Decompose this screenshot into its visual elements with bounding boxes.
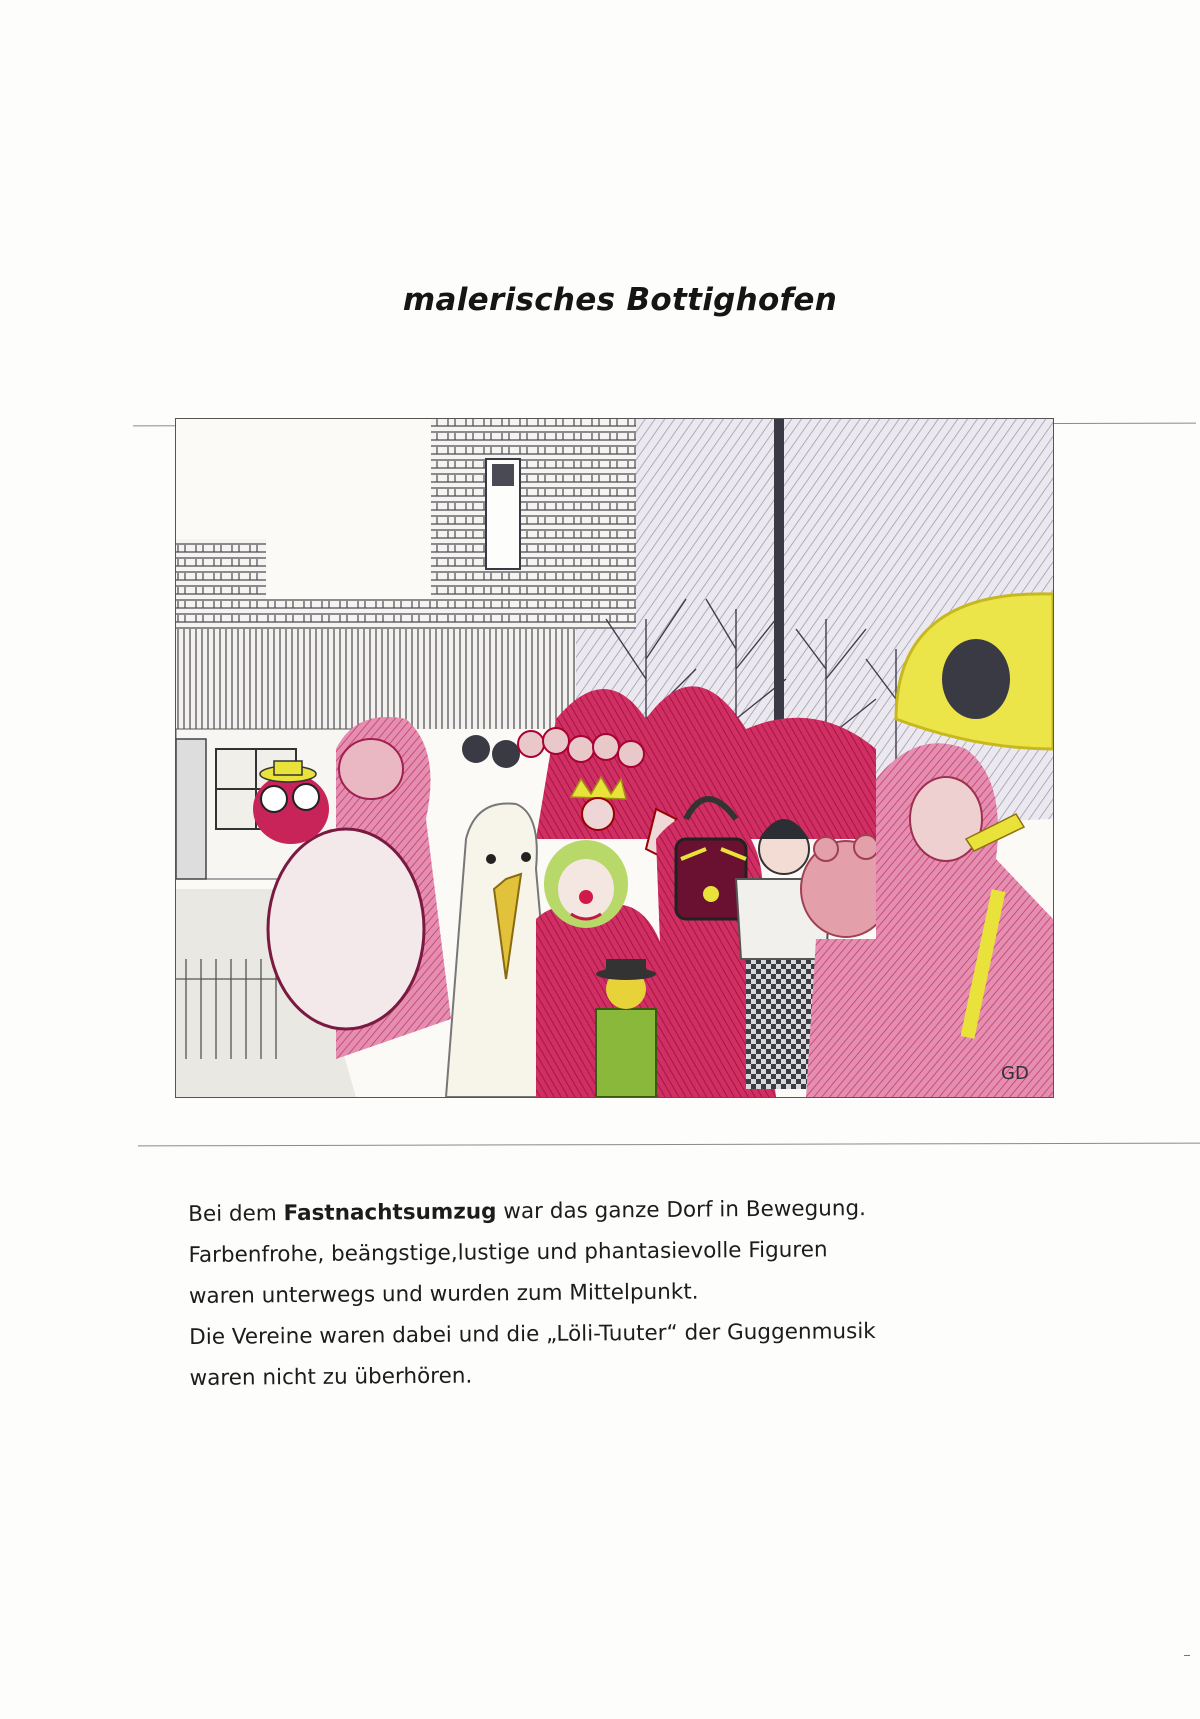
big-drum (268, 829, 424, 1029)
tiled-roof (431, 419, 636, 629)
paragraph-line-2: Farbenfrohe, beängstige,lustige und phantasievolle Figuren (188, 1237, 828, 1268)
artist-signature: GD (1001, 1063, 1029, 1084)
carnival-illustration (175, 418, 1054, 1098)
paragraph-line-1: Bei dem Fastnachtsumzug war das ganze Dorf in Bewegung. (188, 1196, 867, 1227)
green-figure (596, 1009, 656, 1097)
bottom-divider (138, 1143, 1200, 1147)
barn-wall (176, 629, 576, 729)
paragraph-line-3: waren unterwegs und wurden zum Mittelpunkt. (188, 1279, 699, 1309)
page-mark (1184, 1655, 1190, 1656)
paragraph-line-4: Die Vereine waren dabei und die „Löli-Tuuter“ der Guggenmusik (189, 1319, 876, 1350)
carnival-drawing-svg (176, 419, 1053, 1097)
highlight-word: Fastnachtsumzug (283, 1199, 497, 1227)
description-paragraph (188, 1187, 1010, 1399)
checkered-figure (746, 939, 816, 1089)
paragraph-line-5: waren nicht zu überhören. (189, 1363, 473, 1391)
page-title: malerisches Bottighofen (402, 282, 838, 318)
